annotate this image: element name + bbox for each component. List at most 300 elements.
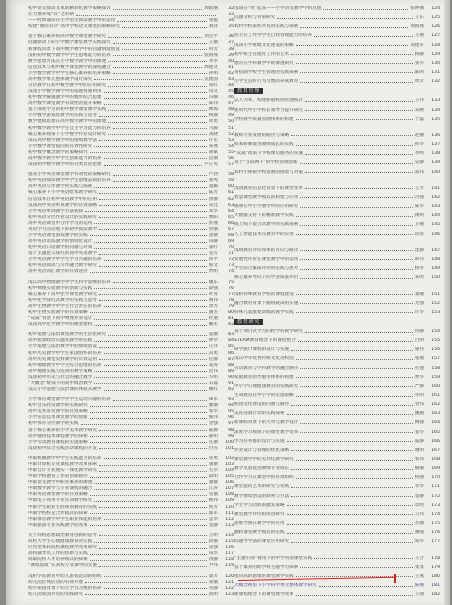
toc-entry-page: 179 <box>431 564 440 570</box>
toc-entry-title: 信息技术在初中英语教学中的应用 <box>28 196 97 202</box>
toc-entry-title: 小学体育课堂教学中学生运动兴趣的培养 <box>28 397 111 403</box>
dot-leader <box>104 259 207 261</box>
toc-entry-author: 孙华 <box>414 142 424 148</box>
toc-entry-author: 唐丽 <box>208 196 218 202</box>
toc-entry-author: 水华 <box>414 484 424 490</box>
dot-leader <box>99 534 207 536</box>
toc-entry <box>28 34 234 39</box>
toc-entry-author: 于磊 <box>414 116 424 122</box>
toc-entry-page: 67 <box>228 226 234 232</box>
toc-entry-author: 陶强 <box>414 420 424 426</box>
toc-entry <box>234 292 440 297</box>
dot-leader <box>90 411 207 413</box>
toc-entry-author: 王芳 <box>414 185 424 191</box>
toc-entry-author: 邵军 <box>208 510 218 516</box>
toc-entry-title: 浅议高中数学教学中的情境教学法 <box>28 137 97 143</box>
dot-leader <box>287 413 413 415</box>
dot-leader <box>300 196 412 198</box>
toc-entry-page: 48 <box>228 107 234 113</box>
toc-entry <box>28 456 234 461</box>
toc-entry-page: 126 <box>431 24 440 30</box>
toc-entry-author: 邹华 <box>208 409 218 415</box>
toc-entry-author: 刘萍 <box>208 24 218 30</box>
toc-entry-page: 158 <box>431 365 440 371</box>
toc-entry <box>234 592 440 597</box>
toc-entry <box>28 446 234 451</box>
toc-entry-author: 蒋涛 <box>414 231 424 237</box>
toc-entry-author: 宋刚 <box>414 107 424 113</box>
toc-entry-title: 高中数学教学中学生创新能力的培养 <box>28 155 102 161</box>
toc-entry-title: 小学信息技术课堂教学的创新 <box>28 415 88 421</box>
toc-entry-title: “双减”背景下初中物理作业设计 <box>28 316 93 322</box>
dot-leader <box>305 171 413 173</box>
toc-entry-author: 崔勇 <box>208 455 218 461</box>
toc-entry-title: 中职会计专业理实一体化教学研究 <box>28 468 97 474</box>
toc-entry <box>28 474 234 479</box>
toc-entry-author: 周芳 <box>414 79 424 85</box>
toc-entry-author: 尹伟 <box>208 563 218 569</box>
toc-entry-author: 卢西 <box>208 172 218 178</box>
toc-entry-author: 张钟丽 <box>410 6 424 11</box>
toc-entry <box>28 363 234 368</box>
toc-entry <box>28 574 234 579</box>
toc-entry <box>28 462 234 467</box>
toc-entry <box>234 475 440 480</box>
dot-leader <box>85 581 207 583</box>
toc-entry-title: 幼儿园家园共育的实践研究 <box>28 591 84 597</box>
toc-entry-title: 中职语文教学中职业素养的渗透 <box>28 480 93 486</box>
toc-entry-title: 线上线下混合式教学的实践探索 <box>234 222 299 228</box>
dot-leader <box>296 376 413 378</box>
toc-entry-page: 134 <box>431 107 440 113</box>
toc-entry-author: 曾丽 <box>208 226 218 232</box>
toc-entry <box>28 492 234 497</box>
toc-entry <box>28 132 234 137</box>
toc-entry-page: 39 <box>228 52 234 58</box>
dot-leader <box>94 370 206 372</box>
toc-entry <box>234 257 440 262</box>
toc-entry-title: “课程思政”在高校专业课中的实施 <box>28 563 98 569</box>
toc-entry-page: 45 <box>228 89 234 95</box>
toc-entry-page: 177 <box>431 539 440 545</box>
toc-entry-author: 钱华 <box>208 551 218 557</box>
toc-entry <box>28 592 234 597</box>
toc-entry-author: 何芳 <box>208 46 218 52</box>
toc-entry-page: 130 <box>431 60 440 66</box>
toc-entry-page: 50 <box>228 119 234 125</box>
dot-leader <box>113 127 207 129</box>
dot-leader <box>94 287 206 289</box>
toc-entry <box>28 310 234 315</box>
dot-leader <box>291 541 413 543</box>
toc-entry <box>28 83 234 88</box>
toc-entry-author: 贾明 <box>208 269 218 275</box>
toc-entry <box>28 409 234 414</box>
toc-entry-title: 研学旅行课程的设计与实施 <box>234 347 290 353</box>
toc-entry-title: 小学数学课堂提问的有效性研究 <box>28 143 93 149</box>
toc-entry-author: 史丽 <box>208 492 218 498</box>
toc-entry-page: 157 <box>431 356 440 362</box>
dot-leader <box>296 395 413 397</box>
toc-entry-page: 117 <box>225 551 234 557</box>
toc-entry-author: 朱明 <box>414 275 424 281</box>
toc-entry <box>28 71 234 76</box>
toc-entry-author: 许华 <box>414 309 424 315</box>
dot-leader <box>287 504 413 506</box>
toc-entry-author: 王丽 <box>414 33 424 39</box>
toc-entry-title: 浅析特殊教育学校的课程建设 <box>234 291 294 297</box>
toc-entry <box>234 430 440 435</box>
toc-entry-author: 林海 <box>208 107 218 113</box>
dot-leader <box>108 334 207 336</box>
toc-entry-page: 46 <box>228 95 234 101</box>
toc-entry-author: 刘建军 <box>410 42 424 48</box>
toc-entry-author: 阎伟 <box>208 297 218 303</box>
toc-entry <box>234 329 440 334</box>
dot-leader <box>99 265 207 267</box>
toc-entry-page: 132 <box>431 79 440 85</box>
dot-leader <box>90 512 207 514</box>
toc-entry-page: 153 <box>431 309 440 315</box>
dot-leader <box>305 153 413 155</box>
toc-entry-author: 杨静 <box>414 51 424 57</box>
toc-entry-page: 175 <box>431 521 440 527</box>
toc-entry-page: 54 <box>228 143 234 149</box>
toc-entry-title: 初中英语分层作业设计的实践研究 <box>28 214 97 220</box>
toc-entry-title: 课堂教学评价的改进研究 <box>234 511 285 517</box>
toc-entry <box>234 98 440 103</box>
toc-entry <box>28 156 234 161</box>
toc-entry-author: 孔丽 <box>208 439 218 445</box>
toc-entry <box>28 221 234 226</box>
toc-entry-author: 任静 <box>208 356 218 362</box>
toc-entry-title: 大概念视角下小学科学单元整体教学研究 <box>234 583 317 588</box>
toc-entry-author: 吕明 <box>414 338 424 344</box>
dot-leader <box>104 457 207 459</box>
toc-entry-page: 163 <box>431 411 440 417</box>
toc-entry <box>28 95 234 100</box>
toc-entry <box>234 375 440 380</box>
toc-entry-author: 秦静 <box>208 480 218 486</box>
dot-leader <box>296 144 413 146</box>
toc-entry <box>234 338 440 343</box>
toc-entry-author: 方明 <box>208 374 218 380</box>
dot-leader <box>94 382 206 384</box>
toc-entry <box>28 486 234 491</box>
toc-entry-page: 91 <box>228 380 234 386</box>
toc-entry <box>234 248 440 253</box>
toc-entry <box>234 195 440 200</box>
toc-entry <box>28 89 234 94</box>
toc-entry <box>28 197 234 202</box>
toc-entry-title: ——经典诵读在小学语文阅读教学中的运用 <box>28 18 116 24</box>
toc-entry-title: 初中化学探究式教学的实践与思考 <box>28 297 97 303</box>
dot-leader <box>94 222 206 224</box>
toc-entry <box>28 144 234 149</box>
toc-entry-author: 姜华 <box>414 429 424 435</box>
toc-entry <box>28 162 234 167</box>
toc-entry-author: 蔡文 <box>208 263 218 269</box>
toc-entry-author: 孔强 <box>414 365 424 371</box>
toc-entry-author: 云伟 <box>414 511 424 517</box>
toc-entry-title: 班主任工作中学生自我管理能力的培养 <box>234 33 313 39</box>
toc-entry-author: 陈伟 <box>208 101 218 107</box>
toc-entry <box>28 101 234 106</box>
dot-leader <box>94 500 206 502</box>
toc-entry-title: 中职数学教学与专业课程的融合 <box>28 486 93 492</box>
toc-entry-page: 84 <box>228 338 234 344</box>
dot-leader <box>104 91 207 93</box>
dot-leader <box>291 134 413 136</box>
toc-entry <box>234 186 440 191</box>
dot-leader <box>94 488 206 490</box>
toc-entry-page: 60 <box>228 184 234 190</box>
dot-leader <box>99 346 207 348</box>
toc-entry <box>234 222 440 227</box>
toc-entry-author: 王伟 <box>414 98 424 104</box>
toc-entry-author: 石磊 <box>208 380 218 386</box>
dot-leader <box>108 60 207 62</box>
toc-entry-title: 浅谈教育评价改革的方向与路径 <box>234 247 299 253</box>
toc-entry-author: 董红 <box>208 245 218 251</box>
toc-entry <box>234 420 440 425</box>
toc-entry <box>234 366 440 371</box>
section-header-row <box>234 319 440 325</box>
toc-entry-author: 侯芳 <box>208 504 218 510</box>
dot-leader <box>90 435 207 437</box>
toc-entry <box>28 203 234 208</box>
toc-entry-author: 姜涛 <box>208 362 218 368</box>
section-gap <box>234 241 440 244</box>
toc-entry <box>234 79 440 84</box>
toc-entry-author: 王丽 <box>208 40 218 46</box>
toc-entry-author: 王东 <box>414 15 424 21</box>
toc-entry <box>234 213 440 218</box>
toc-entry-title: 数学思想方法在小学数学教学中的渗透 <box>28 58 107 64</box>
toc-entry <box>234 457 440 462</box>
toc-entry-title: 初中体育分层教学的实践 <box>28 421 79 427</box>
toc-entry <box>234 6 440 11</box>
toc-entry-page: 93 <box>228 397 234 403</box>
toc-entry-title: 问题驱动下的小学数学课堂教学实践探究 <box>28 40 111 46</box>
toc-entry-author: 钱文 <box>208 89 218 95</box>
toc-entry-author: 黎芳 <box>208 573 218 579</box>
toc-entry-author: 田勇 <box>208 350 218 356</box>
dot-leader <box>300 71 412 73</box>
toc-entry-page: 87 <box>228 356 234 362</box>
dot-leader <box>122 48 207 50</box>
toc-entry-title: 初中音乐欣赏教学的实践研究 <box>28 403 88 409</box>
toc-entry-page: 128 <box>431 42 440 48</box>
toc-entry-author: 喻丽 <box>414 466 424 472</box>
toc-left-column <box>28 6 234 598</box>
toc-entry-title: 高中英语语法教学的情境化设计 <box>28 239 93 245</box>
dot-leader <box>296 477 413 479</box>
toc-entry-page: 182 <box>431 592 440 598</box>
toc-entry-author: 陈华 <box>414 204 424 210</box>
toc-entry-author: 袁芳 <box>208 251 218 257</box>
dot-leader <box>99 470 207 472</box>
toc-entry-author: 田静 <box>208 239 218 245</box>
toc-entry-title: 美育浸润行动的实践探索 <box>234 411 285 417</box>
toc-entry <box>28 580 234 585</box>
dot-leader <box>99 547 207 549</box>
toc-entry <box>28 119 234 124</box>
toc-entry-title: 让习惯养成“有”之科研 <box>28 12 75 18</box>
toc-entry-page: 32 <box>228 6 234 11</box>
toc-entry <box>28 227 234 232</box>
toc-entry <box>234 310 440 315</box>
toc-entry-author: 戚静 <box>414 438 424 444</box>
toc-entry-author: 柏强 <box>414 475 424 481</box>
toc-entry-page: 164 <box>431 420 440 426</box>
dot-leader <box>90 441 207 443</box>
toc-entry-title: 浅析学前教育中幼儿游戏活动的组织 <box>28 573 102 579</box>
toc-entry-title: 农村小规模学校发展的困境与对策 <box>234 169 303 175</box>
toc-entry <box>234 133 440 138</box>
toc-entry <box>28 440 234 445</box>
section-gap <box>28 328 234 331</box>
toc-entry-page: 44 <box>228 83 234 89</box>
toc-entry-title: 浅谈在“用”起来——小学语文教学中的点拨 <box>234 6 322 11</box>
toc-entry-title: 小学劳动教育课程的实施策略 <box>28 439 88 445</box>
section-gap <box>28 452 234 455</box>
toc-entry-title: 劳动教育与学科教学的融合路径 <box>234 365 299 371</box>
toc-entry <box>28 322 234 327</box>
dot-leader <box>305 109 413 111</box>
toc-entry <box>234 512 440 517</box>
toc-entry-author: 龙静 <box>208 522 218 528</box>
toc-entry <box>28 434 234 439</box>
dot-leader <box>300 26 408 28</box>
toc-entry-author: 苏丽 <box>414 521 424 527</box>
toc-entry-author: 熊伟 <box>208 415 218 421</box>
dot-leader <box>305 331 413 333</box>
toc-entry-author: 范伟 <box>208 368 218 374</box>
toc-entry-title: 以人为本，构建和谐校园管理模式 <box>234 98 303 104</box>
toc-entry-page: 118 <box>225 557 234 563</box>
toc-entry-title: 初中地理教学中学生综合思维的培养 <box>28 362 102 368</box>
dot-leader <box>99 228 207 230</box>
toc-entry-author: 邹伟 <box>414 457 424 463</box>
dot-leader <box>90 476 207 478</box>
toc-entry <box>28 47 234 52</box>
toc-entry-page: 167 <box>431 447 440 453</box>
toc-entry-title: 幼小衔接背景下幼儿学习习惯的培养 <box>28 585 102 591</box>
section-gap <box>234 548 440 551</box>
toc-entry-title: 微课在中小学教学中的应用研究 <box>234 204 299 210</box>
toc-entry-author: 孙明 <box>208 70 218 76</box>
toc-entry-author: 杨华 <box>414 266 424 272</box>
toc-entry <box>234 266 440 271</box>
dot-leader <box>90 553 207 555</box>
toc-entry <box>234 503 440 508</box>
section-gap <box>28 168 234 171</box>
toc-entry <box>28 539 234 544</box>
toc-entry <box>28 184 234 189</box>
toc-page <box>6 0 450 605</box>
toc-entry <box>28 468 234 473</box>
dot-leader <box>99 216 207 218</box>
dot-leader <box>291 349 413 351</box>
toc-entry <box>234 448 440 453</box>
toc-entry <box>28 375 234 380</box>
dot-leader <box>314 35 413 37</box>
toc-entry <box>234 117 440 122</box>
dot-leader <box>300 566 412 568</box>
toc-entry-page: 57 <box>228 162 234 168</box>
toc-entry <box>28 263 234 268</box>
toc-entry <box>234 384 440 389</box>
dot-leader <box>113 54 203 56</box>
toc-entry <box>234 411 440 416</box>
toc-entry-title: 智慧课堂教学模式的构建与应用 <box>234 194 299 200</box>
toc-entry-title: 高中英语课堂中合作学习的运用 <box>28 220 93 226</box>
toc-entry-title: 新时代中小学校长领导力提升研究 <box>234 107 303 113</box>
toc-entry <box>28 77 234 82</box>
toc-entry-page: 140 <box>431 169 440 175</box>
toc-entry-page: 66 <box>228 220 234 226</box>
toc-entry-title: 小学数学教学中学生核心素养的培养策略 <box>28 70 111 76</box>
dot-leader <box>90 311 207 313</box>
toc-entry-title: 高校辅导员工作的创新与实践 <box>28 551 88 557</box>
toc-entry-title: 校本研修促进教师成长的实践 <box>234 142 294 148</box>
toc-entry-author: 常静 <box>208 585 218 591</box>
toc-entry <box>28 304 234 309</box>
toc-entry <box>234 204 440 209</box>
toc-entry-page: 172 <box>431 493 440 499</box>
toc-entry-title: 新课程理念下的课堂教学改革 <box>234 592 294 598</box>
toc-entry-title: 核心素养下小学英语绘本教学研究 <box>28 190 97 196</box>
toc-entry-title: 基于核心素养的小学美术教学研究 <box>28 427 97 433</box>
toc-entry-title: STEAM教育理念下的课程整合 <box>234 338 296 344</box>
toc-entry-author: 薛强 <box>208 285 218 291</box>
toc-entry-title: 初中英语口语教学的问题与对策 <box>28 245 93 251</box>
toc-entry-title: 中职机械教学中学生实践能力的培养 <box>28 455 102 461</box>
toc-entry-author: 施伟 <box>414 347 424 353</box>
toc-entry-author: 谭军 <box>208 397 218 403</box>
toc-entry-title: 学生综合素质评价的实践与思考 <box>234 266 299 272</box>
toc-entry-author: 刘海燕 <box>410 24 424 30</box>
toc-entry-title: 核心素养下高中化学课堂教学研究 <box>28 291 97 297</box>
dot-leader <box>113 66 203 68</box>
toc-entry-title: 浅析初中数学教学中学生思维能力的培养 <box>28 52 111 58</box>
toc-entry-title: 小学道德与法治教学中的情境创设 <box>28 344 97 350</box>
toc-entry-title: 核心素养导向下的学业质量评价 <box>234 275 299 281</box>
toc-entry-page: 85 <box>228 344 234 350</box>
toc-entry <box>28 59 234 64</box>
toc-entry-author: 宋佳 <box>208 202 218 208</box>
toc-entry-title: 学校教学质量管理体系的构建 <box>234 116 294 122</box>
toc-entry-title: 寄宿制学校学生管理的实践探索 <box>234 69 299 75</box>
dot-leader <box>296 233 413 235</box>
toc-entry-title: 浅谈高中化学教学中的模型建构 <box>28 322 93 328</box>
dot-leader <box>108 109 207 111</box>
toc-entry-page: 108 <box>225 492 234 498</box>
toc-entry-title: 初中道德与法治课堂教学的生活化研究 <box>28 332 107 338</box>
toc-entry <box>234 33 440 38</box>
toc-entry-page: 80 <box>228 309 234 315</box>
dot-leader <box>113 180 207 182</box>
toc-entry-author: 周群丽 <box>204 6 218 11</box>
toc-entry-page: 129 <box>431 51 440 57</box>
dot-leader <box>291 53 413 55</box>
toc-entry-page: 165 <box>431 429 440 435</box>
toc-entry-page: 143 <box>431 204 440 210</box>
toc-entry-title: 基于核心素养的高中数学课堂教学研究 <box>28 34 107 40</box>
dot-leader <box>99 429 207 431</box>
toc-entry <box>28 113 234 118</box>
